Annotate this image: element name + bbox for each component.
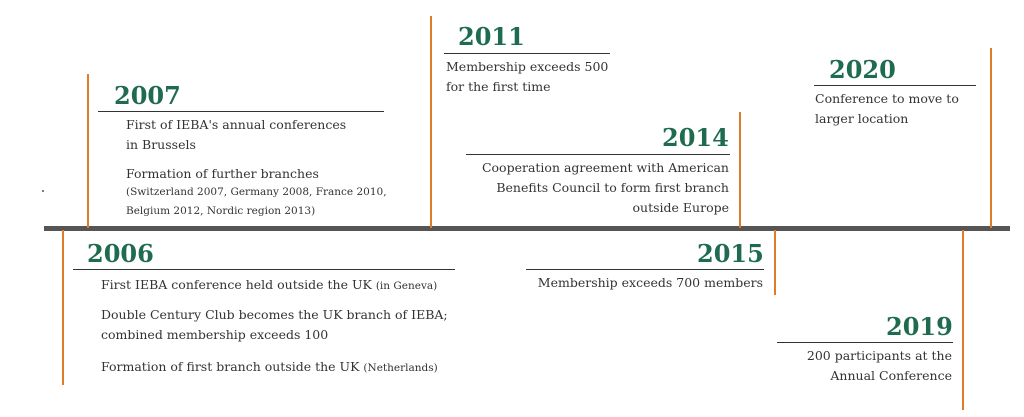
event-2019-line-1: 200 participants at the — [806, 348, 952, 363]
rule-2019 — [777, 342, 953, 343]
year-2006: 2006 — [87, 239, 154, 268]
event-2006-item-3-text: Formation of first branch outside the UK — [101, 359, 360, 374]
marker-2007 — [87, 74, 89, 228]
year-2020: 2020 — [829, 55, 896, 84]
marker-2020 — [990, 48, 992, 228]
stray-dot — [42, 190, 44, 192]
rule-2007 — [98, 111, 384, 112]
year-2015: 2015 — [697, 239, 764, 268]
event-2006-item-3-note: (Netherlands) — [363, 362, 438, 374]
timeline-axis — [44, 226, 1010, 231]
event-2014-text — [466, 158, 729, 218]
event-2007-note-line-2: Belgium 2012, Nordic region 2013) — [126, 205, 316, 217]
year-2019: 2019 — [886, 312, 953, 341]
year-2014: 2014 — [662, 123, 729, 152]
event-2011-line-1: Membership exceeds 500 — [446, 59, 609, 74]
event-2006-item-2-line-1: Double Century Club becomes the UK branch of IEBA; — [101, 307, 448, 322]
marker-2019 — [962, 230, 964, 410]
event-2006-item-2 — [101, 305, 448, 345]
event-2014-line-2: Benefits Council to form first branch — [496, 180, 729, 195]
event-2007-text — [126, 115, 346, 155]
marker-2015 — [774, 230, 776, 295]
event-2007-branches: Formation of further branches — [126, 166, 319, 181]
event-2014-line-3: outside Europe — [632, 200, 729, 215]
event-2020-text — [815, 89, 959, 129]
rule-2014 — [466, 154, 730, 155]
rule-2015 — [526, 269, 764, 270]
event-2006-item-3 — [101, 357, 438, 378]
rule-2020 — [814, 85, 976, 86]
event-2019-text — [777, 346, 952, 386]
marker-2006 — [62, 230, 64, 385]
event-2007-note-line-1: (Switzerland 2007, Germany 2008, France 2010, — [126, 186, 387, 198]
event-2007-branches-note — [126, 183, 387, 221]
event-2007-line-1: First of IEBA's annual conferences — [126, 117, 347, 132]
year-2007: 2007 — [114, 81, 181, 110]
event-2020-line-2: larger location — [815, 111, 909, 126]
event-2006-item-1-text: First IEBA conference held outside the UK — [101, 277, 372, 292]
event-2007-line-2: in Brussels — [126, 137, 196, 152]
rule-2011 — [444, 53, 610, 54]
marker-2014 — [739, 112, 741, 228]
event-2015-text: Membership exceeds 700 members — [537, 275, 763, 290]
rule-2006 — [73, 269, 455, 270]
event-2014-line-1: Cooperation agreement with American — [481, 160, 729, 175]
event-2006-item-1-note: (in Geneva) — [375, 280, 438, 292]
marker-2011 — [430, 16, 432, 228]
event-2020-line-1: Conference to move to — [815, 91, 959, 106]
event-2006-item-2-line-2: combined membership exceeds 100 — [101, 327, 329, 342]
event-2011-text — [446, 57, 608, 97]
event-2011-line-2: for the first time — [446, 79, 551, 94]
year-2011: 2011 — [458, 22, 525, 51]
event-2006-item-1 — [101, 275, 437, 296]
event-2019-line-2: Annual Conference — [830, 368, 952, 383]
